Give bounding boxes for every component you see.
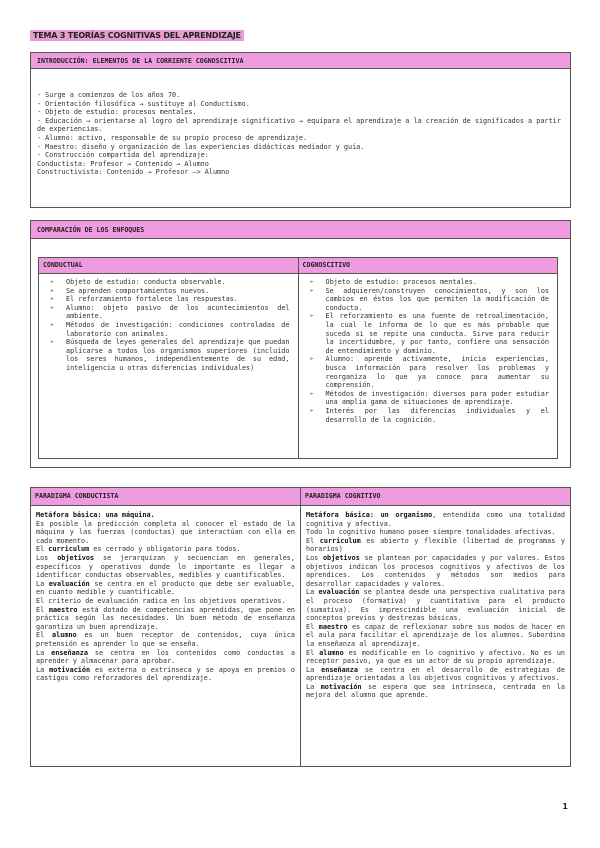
arrow-bullet-icon: ➢ [309, 389, 314, 398]
intro-section [30, 52, 571, 208]
conductual-column [39, 258, 298, 458]
cognitivo-column [300, 488, 570, 766]
intro-line: - Alumno: activo, responsable de su propio proceso de aprendizaje. [37, 133, 308, 142]
list-item: ➢ Métodos de investigación: condiciones controladas de laboratorio con animales. [50, 320, 290, 338]
list-item: ➢ Métodos de investigación: diversos para poder estudiar una amplia gama de situaciones de aprendizaje. [309, 389, 549, 407]
arrow-bullet-icon: ➢ [50, 338, 55, 347]
intro-line: Conductista: Profesor → Contenido → Alumno [37, 159, 209, 168]
intro-body [31, 87, 570, 181]
paragraph: El alumno es modificable en lo cognitivo y afectivo. No es un receptor pasivo, ya que es un actor de su propio aprendizaje. [306, 648, 565, 666]
list-item: ➢ Objeto de estudio: procesos mentales. [309, 278, 477, 286]
paragraph: La enseñanza se centra en los contenidos como conductas a aprender y almacenar para aprobar. [36, 648, 295, 666]
list-item: ➢ Búsqueda de leyes generales del aprendizaje que puedan aplicarse a todos los organismos superiores (incluido los seres humanos, independientemente de su edad, inteligencia u otras diferencias individuales) [50, 338, 290, 372]
arrow-bullet-icon: ➢ [309, 286, 314, 295]
paradigm-table [30, 487, 571, 767]
conductual-header: CONDUCTUAL [39, 258, 298, 274]
list-item: ➢ Alumno: objeto pasivo de los acontecimientos del ambiente. [50, 303, 290, 321]
arrow-bullet-icon: ➢ [309, 355, 314, 364]
list-item: ➢ Interés por las diferencias individuales y el desarrollo de la cognición. [309, 406, 549, 424]
comparison-table [38, 257, 558, 459]
list-item: ➢ El reforzamiento es una fuente de retroalimentación, la cual le informa de lo que es más probable que suceda si se repite una conducta. Sirve para reducir la incertidumbre, y por tanto, confiere una sensación de entendimiento y dominio. [309, 312, 549, 355]
intro-line: Constructivista: Contenido → Profesor –> Alumno [37, 168, 230, 177]
cognitivo-header: PARADIGMA COGNITIVO [301, 488, 570, 506]
arrow-bullet-icon: ➢ [50, 320, 55, 329]
paragraph: La evaluación se centra en el producto que debe ser evaluable, en cuanto medible y cuantificable. [36, 579, 295, 597]
list-item: ➢ Se aprenden comportamientos nuevos. [50, 286, 210, 295]
page-number: 1 [562, 802, 568, 811]
conductista-column [31, 488, 300, 766]
arrow-bullet-icon: ➢ [50, 286, 55, 295]
cognitivo-body [301, 506, 570, 705]
arrow-bullet-icon: ➢ [309, 312, 314, 321]
conductista-header: PARADIGMA CONDUCTISTA [31, 488, 300, 506]
paragraph: El curriculum es abierto y flexible (libertad de programas y horarios) [306, 536, 566, 554]
arrow-bullet-icon: ➢ [309, 278, 314, 286]
paragraph: Los objetivos se plantean por capacidades y por valores. Estos objetivos indican los procesos cognitivos y afectivos de los aprendices. Los contenidos y métodos son medios para desarrollar capacidades y valores. [306, 553, 566, 588]
paragraph: El alumno es un buen receptor de contenidos, cuya única pretensión es aprender lo que se enseña. [36, 631, 295, 648]
paragraph: El curriculum es cerrado y obligatorio para todos. [36, 545, 241, 554]
list-item: ➢ Objeto de estudio: conducta observable. [50, 278, 226, 286]
paragraph: El maestro está dotado de competencias aprendidas, que pone en práctica según las necesidades. Un buen método de enseñanza garantiza un buen aprendizaje. [36, 605, 295, 631]
cognoscitivo-list [299, 274, 558, 428]
intro-header: INTRODUCCIÓN: ELEMENTOS DE LA CORRIENTE COGNOSCITIVA [31, 53, 570, 69]
paragraph: Los objetivos se jerarquizan y secuencian en generales, específicos y operativos donde lo importante es llegar a identificar conductas observables, medibles y cuantificables. [36, 553, 295, 580]
paragraph: La evaluación se plantea desde una perspectiva cualitativa para el proceso (formativa) y cuantitativa para el producto (sumativa). Es imprescindible una evaluación inicial de conceptos previos y destrezas básicas. [306, 588, 566, 623]
document-title: TEMA 3 TEORÍAS COGNITIVAS DEL APRENDIZAJE [30, 30, 244, 41]
arrow-bullet-icon: ➢ [309, 406, 314, 415]
paragraph: La motivación se espera que sea intrínseca, centrada en la mejora del alumno que aprende. [306, 682, 565, 700]
conductual-list [39, 274, 298, 377]
comparison-header: COMPARACIÓN DE LOS ENFOQUES [31, 221, 570, 239]
list-item: ➢ Se adquieren/construyen conocimientos, y son los cambios en éstos los que permiten la modificación de conducta. [309, 286, 549, 312]
intro-line: - Objeto de estudio: procesos mentales. [37, 108, 197, 117]
paragraph: La enseñanza se centra en el desarrollo de estrategias de aprendizaje orientadas a los objetivos cognitivos y afectivos. [306, 665, 565, 683]
cognoscitivo-header: COGNOSCITIVO [299, 258, 558, 274]
list-item: ➢ El reforzamiento fortalece las respuestas. [50, 295, 238, 304]
intro-line: - Maestro: diseño y organización de las experiencias didácticas mediador y guía. [37, 142, 365, 151]
arrow-bullet-icon: ➢ [50, 295, 55, 304]
paragraph: Todo lo cognitivo humano posee siempre tonalidades afectivas. [306, 528, 556, 537]
intro-line: - Educación → orientarse al logro del aprendizaje significativo → equipara el aprendizaje a la creación de significados a partir de experiencias. [37, 116, 561, 134]
comparison-section [30, 220, 571, 468]
paragraph: El criterio de evaluación radica en los objetivos operativos. [36, 596, 286, 605]
arrow-bullet-icon: ➢ [50, 278, 55, 286]
conductista-body [31, 506, 300, 688]
cognitivo-metaphor: Metáfora básica: un organismo, entendida como una totalidad cognitiva y afectiva. [306, 511, 566, 528]
list-item: ➢ Alumno: aprende activamente, inicia experiencias, busca información para resolver los problemas y reorganiza lo que ya conoce para aumentar su comprensión. [309, 355, 549, 390]
conductista-metaphor: Metáfora básica: una máquina. [36, 511, 155, 519]
arrow-bullet-icon: ➢ [50, 303, 55, 312]
intro-line: - Surge a comienzos de los años 70. [37, 91, 181, 99]
intro-line: - Orientación filosófica → sustituye al Conductismo. [37, 99, 250, 108]
cognoscitivo-column [298, 258, 558, 458]
paragraph: La motivación es externa o extrínseca y se apoya en premios o castigos como reforzadores del aprendizaje. [36, 665, 296, 683]
paragraph: Es posible la predicción completa al conocer el estado de la máquina y las fuerzas (conductas) que interactúan con ella en cada momento. [36, 519, 295, 545]
paragraph: El maestro es capaz de reflexionar sobre sus modos de hacer en el aula para facilitar el aprendizaje de los alumnos. Subordina la enseñanza al aprendizaje. [306, 622, 565, 648]
intro-line: - Construcción compartida del aprendizaje: [37, 151, 209, 160]
